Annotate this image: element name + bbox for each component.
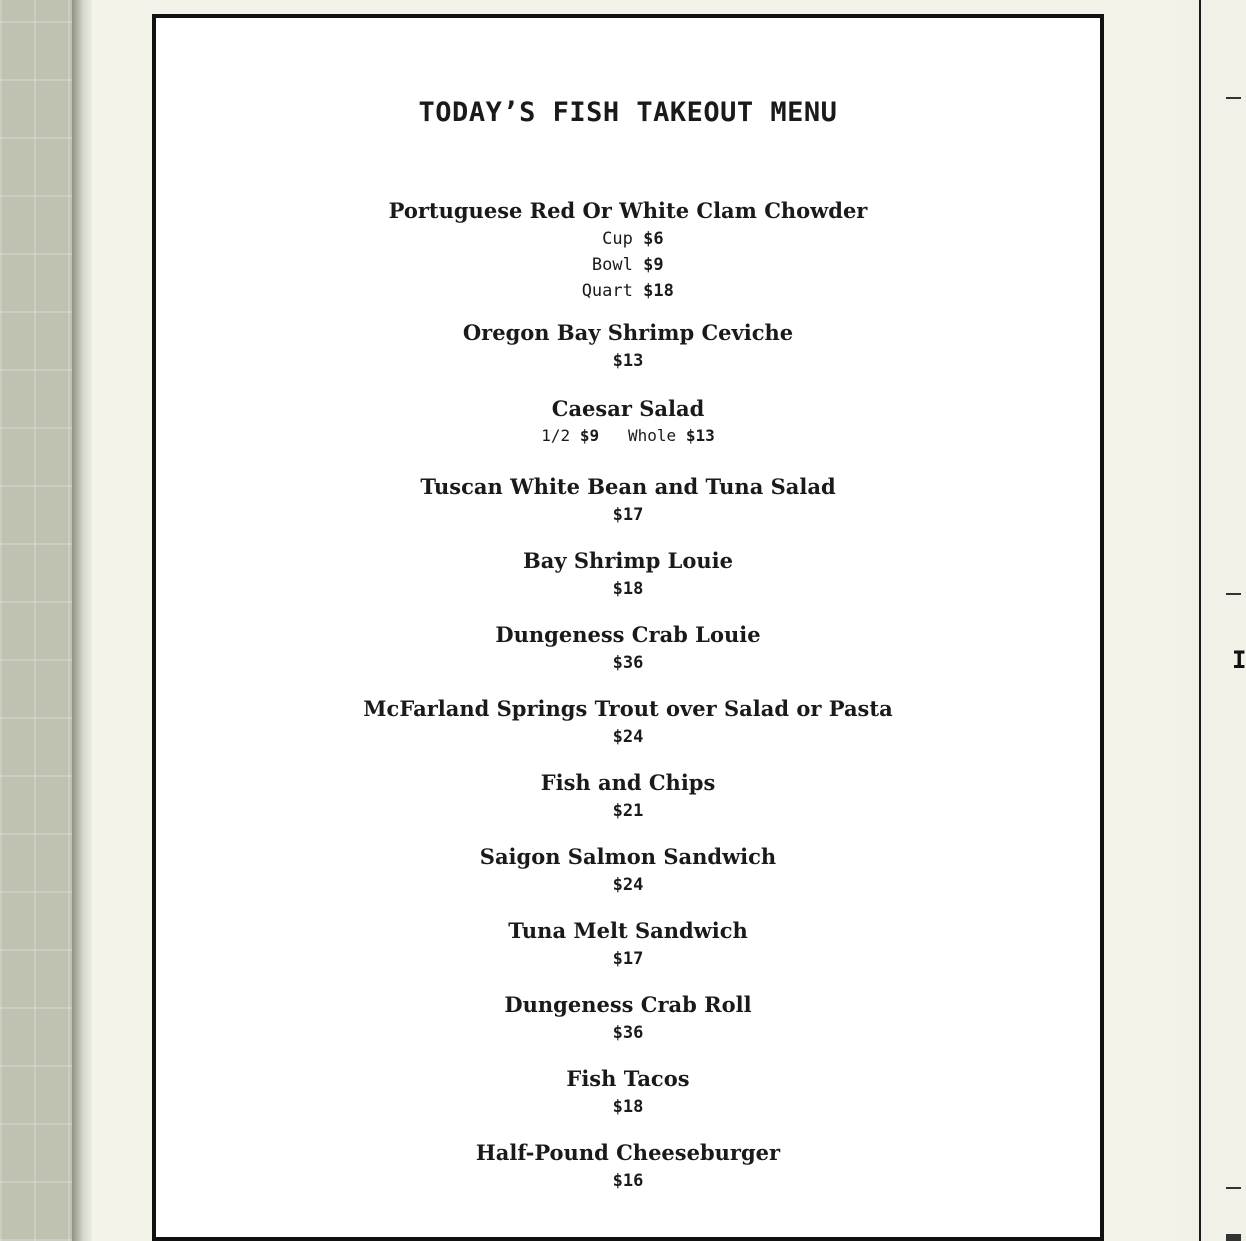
size-price-row xyxy=(156,252,1100,278)
item-name: Tuna Melt Sandwich xyxy=(508,918,748,943)
right-column-glyph: I xyxy=(1232,646,1246,674)
caesar-prices xyxy=(156,424,1100,448)
item-price: $36 xyxy=(612,1023,644,1043)
whole-price: $13 xyxy=(685,426,715,445)
menu-item xyxy=(156,1138,1100,1194)
right-column-tick xyxy=(1226,97,1241,99)
right-column-divider xyxy=(1199,0,1201,1241)
size-price-row xyxy=(156,278,1100,304)
item-price: $24 xyxy=(612,727,644,747)
item-price: $18 xyxy=(612,579,644,599)
item-name: Saigon Salmon Sandwich xyxy=(479,844,777,869)
size-price: $9 xyxy=(643,255,664,275)
item-name: Fish and Chips xyxy=(540,770,716,795)
page-background-pattern xyxy=(0,0,72,1241)
item-name: Bay Shrimp Louie xyxy=(523,548,733,573)
item-name: Tuscan White Bean and Tuna Salad xyxy=(420,474,836,499)
item-price: $17 xyxy=(612,949,644,969)
item-name: McFarland Springs Trout over Salad or Pasta xyxy=(363,696,893,721)
item-name: Portuguese Red Or White Clam Chowder xyxy=(388,198,868,223)
menu-item xyxy=(156,1064,1100,1120)
right-column-tick xyxy=(1226,593,1241,595)
menu-item xyxy=(156,394,1100,448)
right-column-bar xyxy=(1226,1234,1241,1241)
half-price: $9 xyxy=(579,426,600,445)
item-price: $16 xyxy=(612,1171,644,1191)
menu-title: TODAY’S FISH TAKEOUT MENU xyxy=(418,97,838,128)
item-name: Caesar Salad xyxy=(551,396,705,421)
menu-item-list xyxy=(156,196,1100,1212)
size-label: Quart xyxy=(581,281,633,301)
item-price: $13 xyxy=(612,351,644,371)
menu-item xyxy=(156,196,1100,304)
half-label: 1/2 xyxy=(541,426,571,445)
item-name: Oregon Bay Shrimp Ceviche xyxy=(462,320,794,345)
menu-image xyxy=(152,14,1104,1241)
item-price: $24 xyxy=(612,875,644,895)
menu-item xyxy=(156,472,1100,528)
item-name: Dungeness Crab Roll xyxy=(504,992,752,1017)
size-label: Cup xyxy=(602,229,633,249)
item-price: $21 xyxy=(612,801,644,821)
menu-item xyxy=(156,620,1100,676)
size-label: Bowl xyxy=(591,255,633,275)
menu-item xyxy=(156,546,1100,602)
right-column-tick xyxy=(1226,1187,1241,1189)
item-name: Fish Tacos xyxy=(566,1066,690,1091)
menu-item xyxy=(156,990,1100,1046)
item-price: $18 xyxy=(612,1097,644,1117)
menu-item xyxy=(156,768,1100,824)
size-price: $18 xyxy=(643,281,674,301)
size-price-row xyxy=(156,226,1100,252)
page-background-shadow xyxy=(72,0,92,1241)
size-price: $6 xyxy=(643,229,664,249)
whole-label: Whole xyxy=(628,426,677,445)
menu-item xyxy=(156,916,1100,972)
menu-item xyxy=(156,318,1100,374)
item-price: $36 xyxy=(612,653,644,673)
menu-item xyxy=(156,842,1100,898)
item-name: Half-Pound Cheeseburger xyxy=(475,1140,781,1165)
item-price: $17 xyxy=(612,505,644,525)
menu-item xyxy=(156,694,1100,750)
item-name: Dungeness Crab Louie xyxy=(495,622,761,647)
